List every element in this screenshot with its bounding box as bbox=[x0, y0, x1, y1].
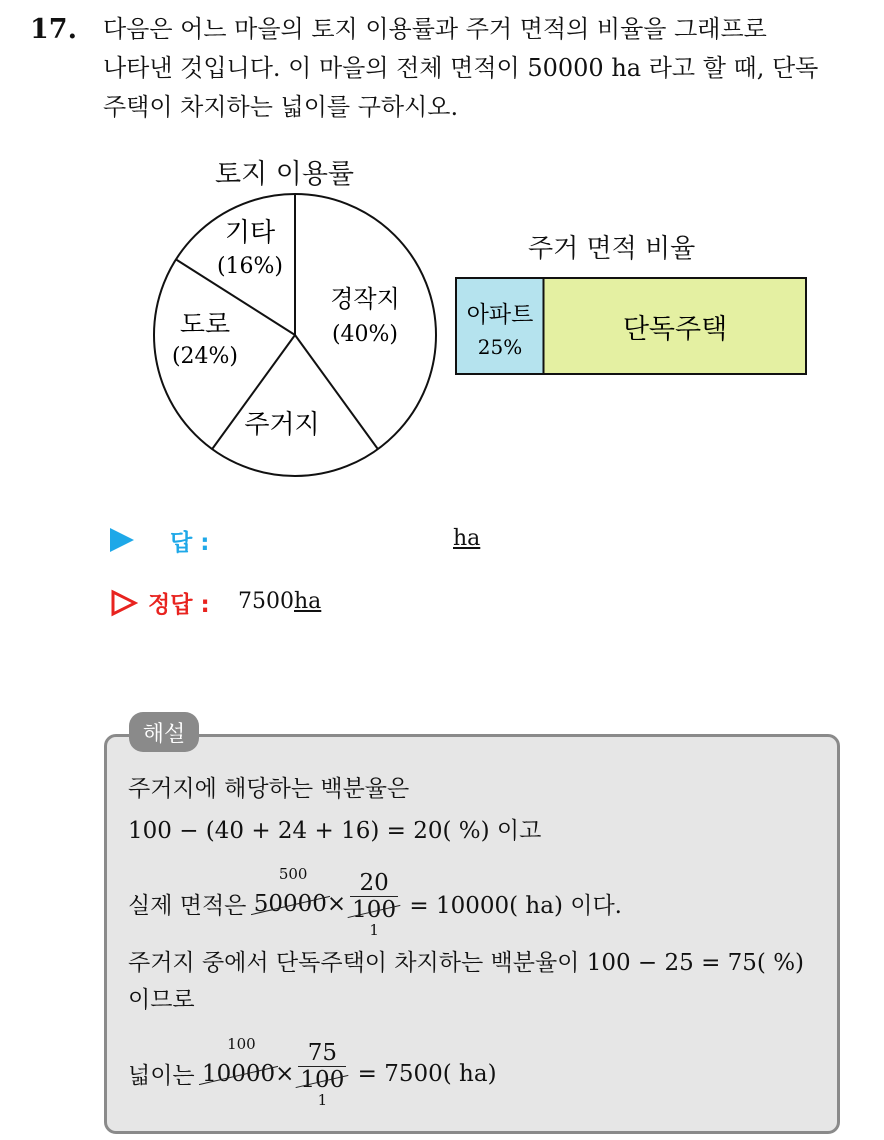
question-number: 17. bbox=[30, 14, 77, 45]
land-use-pie-chart bbox=[150, 185, 450, 485]
fraction-denominator: 100 bbox=[300, 1067, 345, 1093]
slice-label-farmland: 경작지 bbox=[330, 285, 400, 313]
explanation-text: 실제 면적은 bbox=[128, 893, 247, 919]
times-sign: × bbox=[275, 1060, 295, 1087]
cancelled-number bbox=[253, 864, 327, 917]
bar-label-house: 단독주택 bbox=[622, 314, 728, 345]
times-sign: × bbox=[326, 890, 347, 917]
slice-pct-road: (24%) bbox=[171, 344, 239, 369]
fraction-numerator: 75 bbox=[307, 1040, 338, 1066]
question-line: 다음은 어느 마을의 토지 이용률과 주거 면적의 비율을 그래프로 bbox=[103, 15, 767, 43]
fraction bbox=[298, 1040, 346, 1107]
cancel-result: 100 bbox=[227, 1034, 256, 1053]
answer-key-label: 정답 : bbox=[148, 592, 210, 618]
fraction-denominator: 100 bbox=[352, 897, 397, 923]
answer-unit: ha bbox=[453, 526, 481, 551]
explanation-text: = 10000( ha) 이다. bbox=[409, 893, 622, 919]
slice-label-housing: 주거지 bbox=[244, 410, 320, 440]
answer-key-row bbox=[108, 586, 508, 620]
answer-row bbox=[108, 524, 508, 558]
slice-label-road: 도로 bbox=[179, 310, 231, 340]
cancel-result: 1 bbox=[369, 921, 379, 939]
bar-pct-apartment: 25% bbox=[477, 335, 523, 359]
explanation-text: = 7500( ha) bbox=[357, 1060, 497, 1087]
explanation-line: 주거지에 해당하는 백분율은 bbox=[128, 776, 410, 802]
play-triangle-icon bbox=[110, 528, 134, 552]
housing-ratio-bar bbox=[450, 272, 812, 380]
slice-pct-other: (16%) bbox=[216, 254, 284, 279]
outline-triangle-icon bbox=[110, 589, 138, 617]
cancel-original: 10000 bbox=[201, 1060, 276, 1087]
answer-key-value bbox=[238, 589, 321, 614]
question-line: 주택이 차지하는 넓이를 구하시오. bbox=[103, 93, 459, 121]
explanation-tab: 해설 bbox=[129, 712, 199, 752]
answer-label: 답 : bbox=[170, 530, 210, 556]
cancel-result: 500 bbox=[278, 864, 308, 883]
slice-pct-farmland: (40%) bbox=[331, 322, 399, 347]
explanation-text: 넓이는 bbox=[128, 1063, 195, 1089]
slice-label-other: 기타 bbox=[224, 218, 276, 248]
cancel-original: 50000 bbox=[253, 890, 327, 917]
answer-key-unit: ha bbox=[294, 589, 322, 614]
bar-chart-title: 주거 면적 비율 bbox=[528, 234, 696, 264]
explanation-line: 이므로 bbox=[128, 987, 195, 1013]
pie-chart-title: 토지 이용률 bbox=[215, 159, 354, 190]
fraction bbox=[350, 870, 398, 937]
fraction-numerator: 20 bbox=[359, 870, 389, 896]
explanation-line-area bbox=[128, 864, 622, 939]
bar-label-apartment: 아파트 bbox=[466, 302, 534, 328]
explanation-line: 주거지 중에서 단독주택이 차지하는 백분율이 100 − 25 = 75( %) bbox=[128, 950, 805, 976]
cancel-result: 1 bbox=[317, 1091, 328, 1109]
explanation-line: 100 − (40 + 24 + 16) = 20( %) 이고 bbox=[128, 818, 542, 844]
question-text bbox=[103, 10, 863, 127]
explanation-line-answer bbox=[128, 1034, 497, 1109]
question-line: 나타낸 것입니다. 이 마을의 전체 면적이 50000 ha 라고 할 때, 단독 bbox=[103, 54, 819, 82]
answer-key-number: 7500 bbox=[238, 589, 294, 614]
cancelled-number bbox=[201, 1034, 276, 1087]
